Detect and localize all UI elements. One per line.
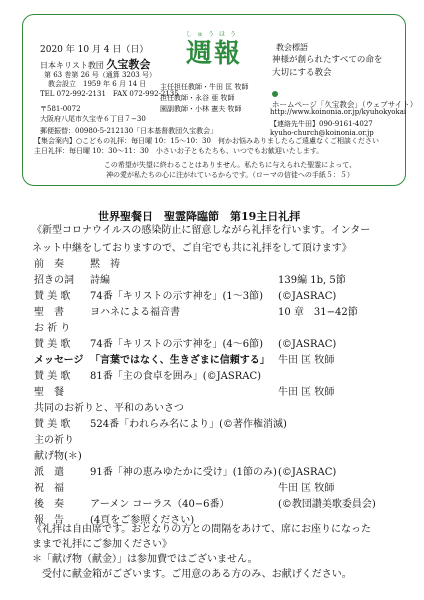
verse-line: 神の愛が私たちの心に注がれているからです。（ローマの信徒への手紙５：５） (106, 171, 354, 179)
program-label: 祝 福 (34, 483, 64, 494)
postal-code: 〒581-0072 (40, 105, 81, 113)
meeting-notice (34, 136, 404, 156)
program-label: 主の祈り (34, 435, 74, 446)
program-label: 招きの詞 (34, 275, 74, 286)
program-right: (©教団讃美歌委員会) (278, 499, 376, 510)
program-item (34, 272, 394, 289)
contact-email[interactable]: kyuho-church@koinonia.or.jp (270, 129, 374, 137)
website-label: ホームページ「久宝教会」（ウェブサイト） (272, 90, 424, 110)
website-url[interactable]: http://www.koinonia.or.jp/kyuhokyokai (270, 108, 407, 116)
program-label: 聖 書 (34, 307, 64, 318)
program-detail: 詩編 (90, 275, 110, 286)
program-detail: (4頁をご参照ください) (90, 515, 195, 526)
program-detail: 黙 祷 (90, 259, 120, 270)
program-detail: 81番「主の食卓を囲み」(©JASRAC) (90, 371, 262, 382)
contact-phone: 【連絡先牛田】090-9161-4027 (270, 120, 373, 128)
staff-item: 園副教師・小林 憲夫 牧師 (160, 105, 242, 113)
church-name: 久宝教会 (106, 58, 151, 71)
scripture-verse (60, 160, 400, 180)
intro-line: 《新型コロナウイルスの感染防止に留意しながら礼拝を行います。インター (32, 225, 371, 236)
footer-notes (32, 522, 402, 582)
bullet-icon (272, 91, 278, 97)
program-right: 139編 1b, 5節 (278, 275, 346, 286)
program-label: 聖 餐 (34, 387, 64, 398)
program-label: 派 遣 (34, 467, 64, 478)
program-item (34, 336, 394, 353)
program-label: 献げ物(＊) (34, 451, 82, 462)
footer-line: ＊「献げ物（献金）」は参加費ではございません。 (32, 554, 258, 565)
footer-line: 受付に献金箱がございます。ご用意のある方のみ、お献げください。 (32, 569, 352, 580)
bulletin-title: 週報 (185, 39, 242, 69)
program-item (34, 400, 394, 417)
program-right: 10 章 31−42節 (278, 307, 358, 318)
program-detail: 74番「キリストの示す神を」(1〜3節) (90, 291, 264, 302)
established-date: 教会設立 1959 年 6 月 14 日 (48, 80, 147, 88)
program-label: 賛 美 歌 (34, 419, 71, 430)
program-item (34, 416, 394, 433)
program-detail: アーメン コーラス（40−6番） (90, 499, 230, 510)
program-right: 牛田 匡 牧師 (278, 483, 335, 494)
program-detail: 「言葉ではなく、生きざまに信頼する」 (90, 355, 270, 366)
program-detail: 74番「キリストの示す神を」(4〜6節) (90, 339, 264, 350)
program-label: 報 告 (34, 515, 64, 526)
program-label: 賛 美 歌 (34, 339, 71, 350)
service-title: 世界聖餐日 聖霊降臨節 第19主日礼拝 (98, 210, 301, 223)
program-label: 前 奏 (34, 259, 64, 270)
program-right: 牛田 匡 牧師 (278, 387, 335, 398)
intro-line: ネット中継をしておりますので、ご自宅でも共に礼拝をして頂けます》 (32, 243, 352, 254)
staff-list (160, 82, 248, 115)
motto-label: 教会標語 (276, 43, 308, 52)
motto-line: 神様が創られたすべての命を (272, 55, 383, 65)
program-right: (©JASRAC) (278, 467, 337, 478)
program-label: 賛 美 歌 (34, 371, 71, 382)
program-detail: ヨハネによる福音書 (90, 307, 180, 318)
denomination: 日本キリスト教団 (40, 61, 104, 70)
notice-line: 主日礼拝：毎日曜 10：30～11：30 小さいお子ともたちも、いつでもお歓迎いたします。 (34, 147, 324, 155)
program-item (34, 256, 394, 273)
program-item (34, 448, 394, 465)
program-right: 牛田 匡 牧師 (278, 355, 335, 366)
program-detail: 524番「われらみ名により」(©著作権消滅) (90, 419, 287, 430)
contact-info (270, 119, 374, 137)
staff-item: 担任教師・永谷 亜 牧師 (160, 94, 235, 102)
program-right: (©JASRAC) (278, 339, 337, 350)
program-right: (©JASRAC) (278, 291, 337, 302)
staff-item: 主任担任教師・牛田 匡 牧師 (160, 83, 249, 91)
program-detail: 91番「神の恵みゆたかに受け」(1節のみ) (90, 467, 277, 478)
program-item (34, 304, 394, 321)
program-label: 賛 美 歌 (34, 291, 71, 302)
program-item (34, 384, 394, 401)
program-label: 後 奏 (34, 499, 64, 510)
footer-line: ままで礼拝にご参加ください》 (32, 539, 172, 550)
program-item (34, 496, 394, 513)
street-address: 大阪府八尾市久宝寺６丁目７−30 (40, 115, 146, 123)
postal-transfer: 郵便振替：00980-5-212130「日本基督教団久宝教会」 (40, 127, 218, 135)
bulletin-date: 2020 年 10 月 4 日（日） (40, 45, 149, 55)
service-intro (32, 222, 392, 258)
footer-line: 《礼拝は自由席です。おとなりの方との間隔をあけて、席にお座りになった (32, 524, 371, 535)
program-item (34, 288, 394, 305)
program-item (34, 320, 394, 337)
program-label: 共同のお祈りと、平和のあいさつ (34, 403, 184, 414)
program-label: お 祈 り (34, 323, 71, 334)
verse-line: この希望が失望に終わることはありません。私たちに与えられた聖霊によって、 (103, 161, 357, 169)
church-motto (272, 54, 402, 80)
church-address (40, 104, 146, 124)
program-item (34, 480, 394, 497)
notice-line: 【集会案内】○こどもの礼拝：毎日曜 10：15～10：30 何かお悩みありましたらご遠慮なくご相談ください (34, 137, 379, 145)
program-item (34, 432, 394, 449)
title-ruby: しゅうほう (186, 31, 242, 38)
motto-line: 大切にする教会 (272, 68, 332, 78)
program-item (34, 368, 394, 385)
program-item (34, 464, 394, 481)
program-item (34, 352, 394, 369)
program-label: メッセージ (34, 355, 84, 366)
phone-fax: TEL 072-992-2131 FAX 072-992-2135 (40, 90, 179, 98)
issue-number: 第 63 巻第 26 号（通算 3203 号） (44, 71, 156, 79)
